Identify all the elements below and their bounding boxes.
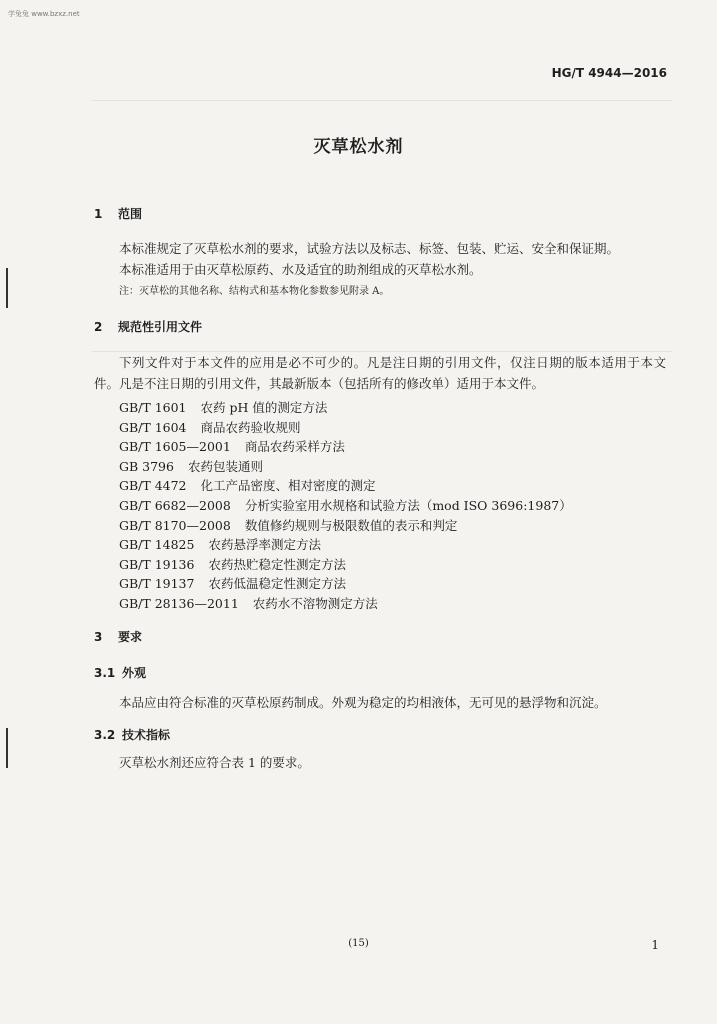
- section-number: 1: [94, 207, 103, 221]
- list-item: [119, 437, 572, 457]
- footer-sequence-number: (15): [348, 938, 369, 949]
- list-item: [119, 496, 572, 516]
- list-item: [119, 418, 572, 438]
- ref-title: 分析实验室用水规格和试验方法（mod ISO 3696:1987）: [244, 497, 572, 513]
- page-title: 灭草松水剂: [313, 137, 404, 157]
- ref-code: GB/T 1605—2001: [119, 439, 231, 455]
- ref-code: GB 3796: [119, 458, 174, 474]
- ref-title: 商品农药验收规则: [200, 419, 301, 435]
- ref-code: GB/T 1604: [119, 419, 187, 435]
- ref-title: 数值修约规则与极限数值的表示和判定: [244, 517, 458, 533]
- list-item: [119, 398, 572, 418]
- list-item: [119, 516, 572, 536]
- section-1-paragraph-1: 本标准规定了灭草松水剂的要求，试验方法以及标志、标签、包装、贮运、安全和保证期。: [119, 241, 620, 256]
- section-2-paragraph: 下列文件对于本文件的应用是必不可少的。凡是注日期的引用文件，仅注日期的版本适用于本文件。凡是不注日期的引用文件，其最新版本（包括所有的修改单）适用于本文件。: [94, 355, 666, 391]
- section-number: 2: [94, 320, 103, 334]
- ref-code: GB/T 14825: [119, 537, 195, 553]
- section-title: 外观: [122, 666, 147, 680]
- section-1-heading: [94, 205, 142, 222]
- section-3-1-heading: [94, 664, 146, 681]
- ref-title: 农药悬浮率测定方法: [208, 537, 321, 553]
- list-item: [119, 476, 572, 496]
- section-number: 3.1: [94, 666, 116, 680]
- ref-title: 化工产品密度、相对密度的测定: [200, 478, 376, 494]
- section-title: 技术指标: [122, 728, 171, 742]
- normative-reference-list: [119, 398, 572, 614]
- ref-code: GB/T 28136—2011: [119, 595, 239, 611]
- ref-code: GB/T 19136: [119, 556, 195, 572]
- ref-title: 农药水不溶物测定方法: [252, 595, 378, 611]
- section-number: 3.2: [94, 728, 116, 742]
- ref-code: GB/T 4472: [119, 478, 187, 494]
- section-3-2-paragraph: 灭草松水剂还应符合表 1 的要求。: [119, 755, 310, 770]
- ref-title: 农药热贮稳定性测定方法: [208, 556, 346, 572]
- ref-code: GB/T 1601: [119, 400, 187, 415]
- standard-code: HG/T 4944—2016: [551, 66, 667, 80]
- list-item: [119, 574, 572, 594]
- ref-title: 农药低温稳定性测定方法: [208, 576, 346, 592]
- section-2-heading: [94, 318, 202, 335]
- section-3-2-heading: [94, 726, 170, 743]
- ref-code: GB/T 8170—2008: [119, 517, 231, 533]
- ref-title: 农药 pH 值的测定方法: [200, 400, 328, 415]
- section-3-heading: [94, 628, 142, 645]
- ref-code: GB/T 19137: [119, 576, 195, 592]
- page-number: 1: [651, 938, 659, 952]
- ref-code: GB/T 6682—2008: [119, 497, 231, 513]
- list-item: [119, 594, 572, 614]
- ref-title: 商品农药采样方法: [244, 439, 345, 455]
- section-title: 要求: [118, 630, 143, 644]
- binding-mark: [6, 728, 13, 768]
- section-title: 规范性引用文件: [118, 320, 203, 334]
- binding-mark: [6, 268, 13, 308]
- section-1-paragraph-2: 本标准适用于由灭草松原药、水及适宜的助剂组成的灭草松水剂。: [119, 262, 482, 277]
- section-number: 3: [94, 630, 103, 644]
- section-1-note: 注：灭草松的其他名称、结构式和基本物化参数参见附录 A。: [119, 286, 390, 297]
- list-item: [119, 457, 572, 477]
- list-item: [119, 535, 572, 555]
- ref-title: 农药包装通则: [187, 458, 263, 474]
- section-3-1-paragraph: 本品应由符合标准的灭草松原药制成。外观为稳定的均相液体，无可见的悬浮物和沉淀。: [119, 695, 607, 710]
- list-item: [119, 555, 572, 575]
- section-title: 范围: [118, 207, 143, 221]
- site-watermark: 学兔兔 www.bzxz.net: [8, 10, 80, 18]
